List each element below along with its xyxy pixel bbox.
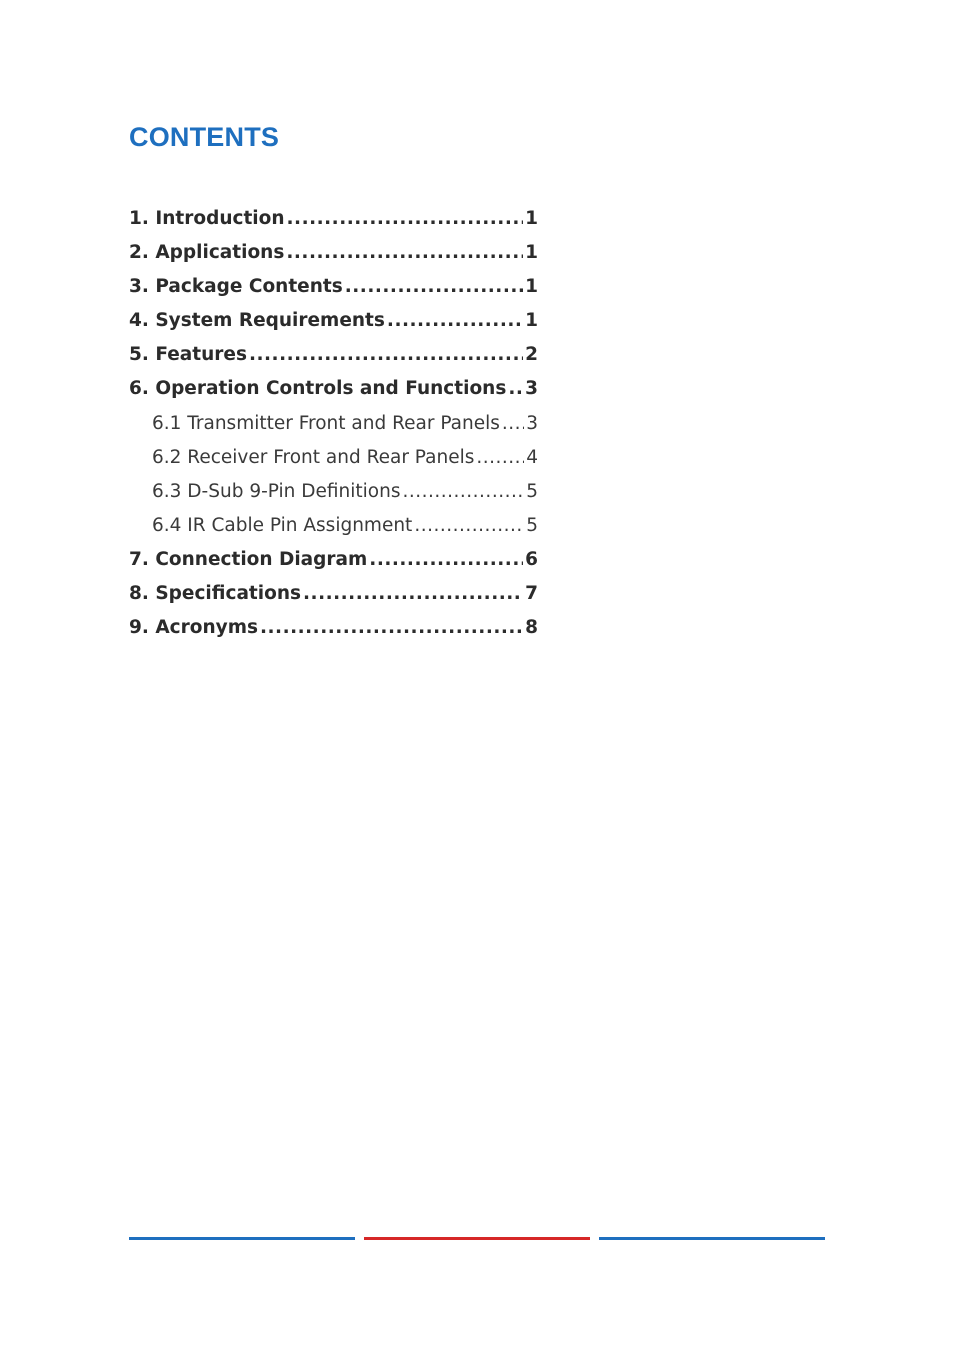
toc-page-number: 3 [526,412,538,434]
page-title: CONTENTS [129,122,280,152]
toc-entry-connection-diagram[interactable] [129,543,538,577]
toc-entry-label: 2. Applications [129,242,285,264]
toc-entry-label: 7. Connection Diagram [129,548,368,570]
toc-entry-label: 3. Package Contents [129,276,343,298]
toc-dot-leader [260,611,523,645]
toc-page-number: 1 [525,276,538,298]
toc-page-number: 1 [525,310,538,332]
toc-dot-leader [414,509,524,543]
toc-dot-leader [287,202,524,236]
toc-dot-leader [476,441,524,475]
toc-entry-ir-cable-pin-assignment[interactable] [129,509,538,543]
toc-entry-label: 4. System Requirements [129,310,385,332]
toc-entry-package-contents[interactable] [129,270,538,304]
toc-entry-transmitter-panels[interactable] [129,407,538,441]
toc-page-number: 7 [525,583,538,605]
toc-dot-leader [303,577,523,611]
toc-dot-leader [286,236,523,270]
toc-dot-leader [387,304,523,338]
toc-entry-label: 8. Specifications [129,583,302,605]
toc-entry-dsub-pin-definitions[interactable] [129,475,538,509]
table-of-contents [129,202,538,645]
toc-entry-label: 5. Features [129,344,247,366]
toc-page-number: 5 [526,480,538,502]
toc-entry-acronyms[interactable] [129,611,538,645]
toc-entry-receiver-panels[interactable] [129,441,538,475]
toc-entry-label: 6.1 Transmitter Front and Rear Panels [152,412,500,434]
toc-entry-label: 1. Introduction [129,208,285,229]
toc-entry-system-requirements[interactable] [129,304,538,338]
toc-page-number: 6 [525,548,538,570]
toc-page-number: 2 [525,344,538,366]
toc-entry-label: 9. Acronyms [129,617,258,639]
toc-entry-label: 6.4 IR Cable Pin Assignment [152,514,413,536]
toc-page-number: 3 [525,378,538,400]
toc-entry-features[interactable] [129,338,538,372]
toc-page-number: 1 [525,242,538,264]
toc-page-number: 5 [526,514,538,536]
toc-dot-leader [502,407,524,441]
toc-entry-specifications[interactable] [129,577,538,611]
toc-entry-label: 6.3 D-Sub 9-Pin Definitions [152,480,401,502]
toc-entry-applications[interactable] [129,236,538,270]
toc-page-number: 8 [525,617,538,639]
toc-dot-leader [345,270,523,304]
toc-entry-label: 6.2 Receiver Front and Rear Panels [152,446,475,468]
toc-entry-label: 6. Operation Controls and Functions [129,378,507,400]
toc-entry-operation-controls[interactable] [129,372,538,406]
footer-bar-blue-right [599,1237,825,1240]
footer-bar-red-center [364,1237,590,1240]
footer-decoration [129,1237,825,1241]
toc-page-number: 1 [525,208,538,229]
toc-page-number: 4 [526,446,538,468]
toc-dot-leader [369,543,523,577]
toc-entry-introduction[interactable] [129,202,538,236]
toc-dot-leader [508,372,523,406]
footer-bar-blue-left [129,1237,355,1240]
toc-dot-leader [402,475,524,509]
toc-dot-leader [249,338,523,372]
